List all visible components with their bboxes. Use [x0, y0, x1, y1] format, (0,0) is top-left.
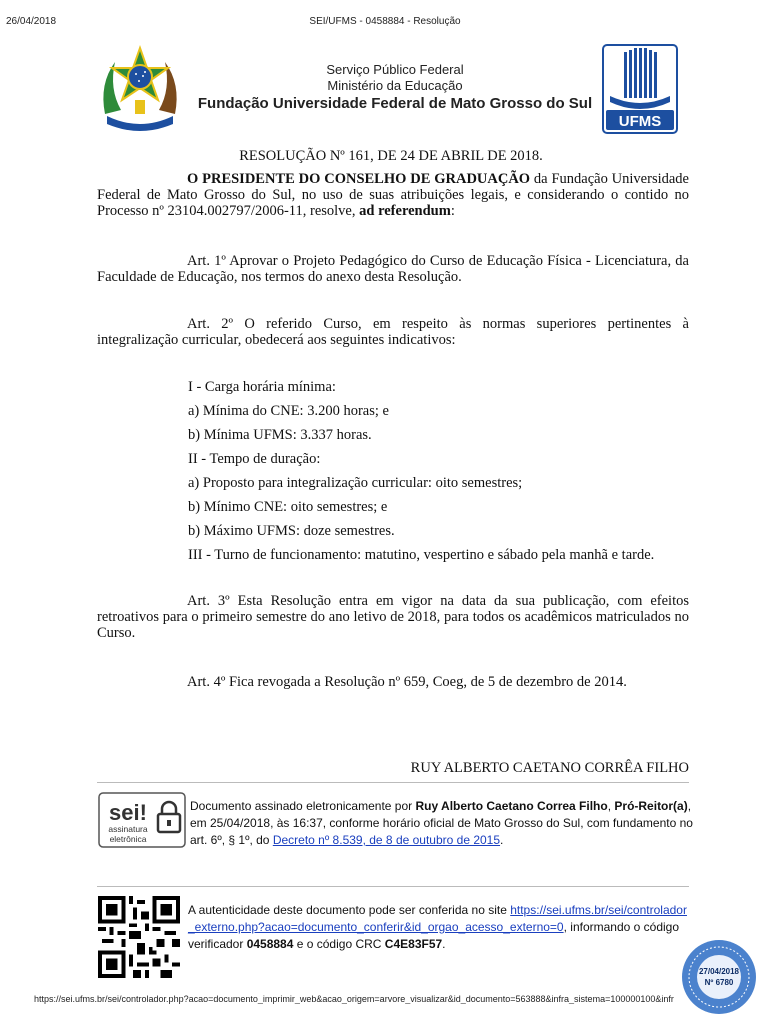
- intro-paragraph: O PRESIDENTE DO CONSELHO DE GRADUAÇÃO da Fundação Universidade Federal de Mato Grosso do Sul, no uso de suas atribuições legais, e considerando o contido no Processo nº 23104.002797/2006-11, resolve, ad referendum:: [97, 171, 689, 219]
- institution-line-2: Ministério da Educação: [327, 78, 463, 93]
- article-1: Art. 1º Aprovar o Projeto Pedagógico do Curso de Educação Física - Licenciatura, da Faculdade de Educação, nos termos do anexo desta Resolução.: [97, 253, 689, 285]
- list-item: b) Mínimo CNE: oito semestres; e: [188, 499, 388, 515]
- signature-note: Documento assinado eletronicamente por Ruy Alberto Caetano Correa Filho, Pró-Reitor(a), em 25/04/2018, às 16:37, conforme horário oficial de Mato Grosso do Sul, com fundamento no art. 6º, § 1º, do Decreto nº 8.539, de 8 de outubro de 2015.: [190, 799, 693, 847]
- print-page-title: SEI/UFMS - 0458884 - Resolução: [309, 16, 461, 27]
- list-item: I - Carga horária mínima:: [188, 379, 336, 395]
- divider: [97, 886, 689, 887]
- stamp-number: Nº 6780: [704, 978, 734, 987]
- divider: [97, 782, 689, 783]
- ufms-logo-text: UFMS: [618, 113, 662, 130]
- sei-badge-line-3: eletrônica: [109, 834, 147, 844]
- article-4: Art. 4º Fica revogada a Resolução nº 659, Coeg, de 5 de dezembro de 2014.: [187, 674, 627, 690]
- decree-link[interactable]: Decreto nº 8.539, de 8 de outubro de 2015: [272, 833, 501, 847]
- article-3: Art. 3º Esta Resolução entra em vigor na data da sua publicação, com efeitos retroativos para o primeiro semestre do ano letivo de 2018, para todos os acadêmicos matriculados no Curso.: [97, 593, 689, 641]
- publication-stamp: [680, 938, 758, 1016]
- list-item: a) Mínima do CNE: 3.200 horas; e: [188, 403, 389, 419]
- list-item: III - Turno de funcionamento: matutino, vespertino e sábado pela manhã e tarde.: [188, 547, 655, 563]
- sei-signature-badge: [98, 792, 186, 848]
- institution-line-3: Fundação Universidade Federal de Mato Grosso do Sul: [197, 95, 593, 112]
- curriculum-list: [188, 379, 708, 571]
- verifier-code: 0458884: [246, 937, 294, 951]
- qr-code-icon: [98, 896, 180, 978]
- authenticity-note: A autenticidade deste documento pode ser conferida no site https://sei.ufms.br/sei/controlador_externo.php?acao=documento_conferir&id_orgao_acesso_externo=0, informando o código verificador 0458884 e o código CRC C4E83F57.: [188, 903, 687, 951]
- institution-header: [190, 62, 600, 114]
- resolution-title: RESOLUÇÃO Nº 161, DE 24 DE ABRIL DE 2018.: [239, 148, 543, 164]
- sei-badge-line-2: assinatura: [108, 824, 148, 834]
- stamp-date: 27/04/2018: [698, 967, 740, 976]
- ufms-logo: [602, 44, 678, 134]
- verification-link[interactable]: https://sei.ufms.br/sei/controlador_externo.php?acao=documento_conferir&id_orgao_acesso_externo=0: [188, 903, 687, 934]
- list-item: b) Mínima UFMS: 3.337 horas.: [188, 427, 372, 443]
- print-date: 26/04/2018: [6, 16, 57, 27]
- role-bold: Pró-Reitor(a): [614, 799, 688, 813]
- signer-bold: Ruy Alberto Caetano Correa Filho: [415, 799, 608, 813]
- brazil-coat-of-arms-icon: [95, 44, 185, 136]
- list-item: a) Proposto para integralização curricular: oito semestres;: [188, 475, 523, 491]
- print-footer-url: https://sei.ufms.br/sei/controlador.php?acao=documento_imprimir_web&acao_origem=arvore_visualizar&id_documento=563888&infra_sistema=100000100&infr: [34, 994, 674, 1004]
- article-2: Art. 2º O referido Curso, em respeito às normas superiores pertinentes à integralização curricular, obedecerá aos seguintes indicativos:: [97, 316, 689, 348]
- list-item: II - Tempo de duração:: [188, 451, 321, 467]
- crc-code: C4E83F57: [384, 937, 443, 951]
- signer-name: RUY ALBERTO CAETANO CORRÊA FILHO: [410, 760, 689, 776]
- council-president: O PRESIDENTE DO CONSELHO DE GRADUAÇÃO: [187, 171, 531, 187]
- sei-badge-logo: sei!: [109, 800, 147, 825]
- ufms-building-icon: [602, 44, 678, 134]
- list-item: b) Máximo UFMS: doze semestres.: [188, 523, 395, 539]
- institution-line-1: Serviço Público Federal: [326, 62, 464, 77]
